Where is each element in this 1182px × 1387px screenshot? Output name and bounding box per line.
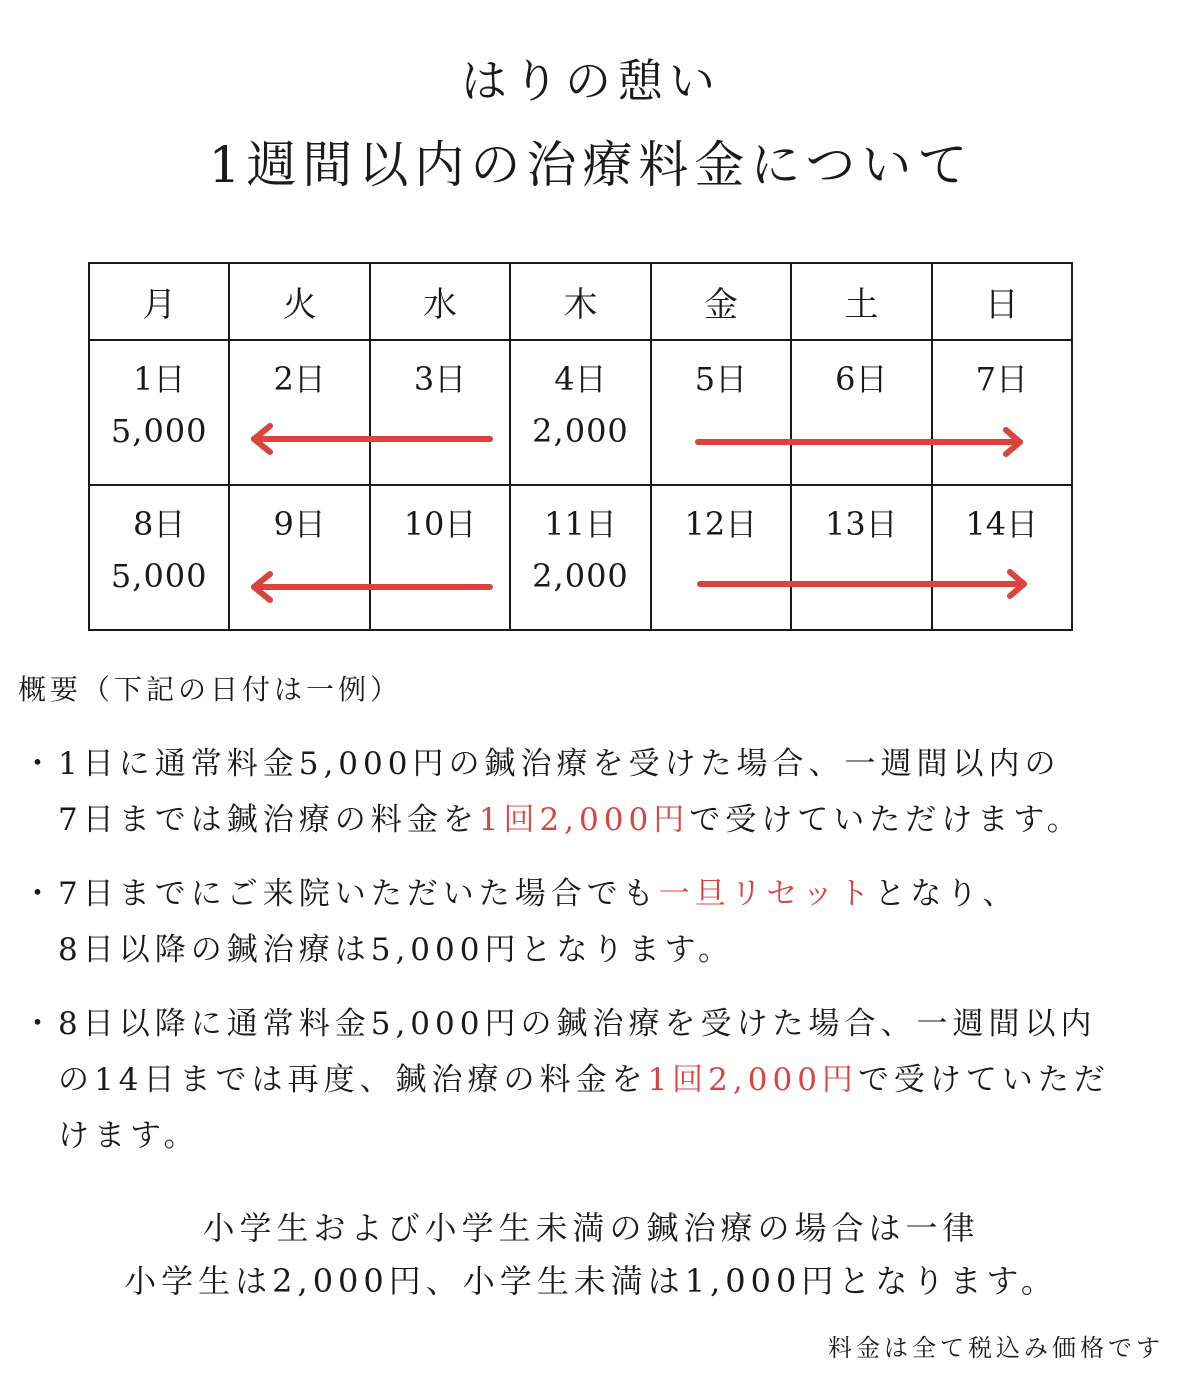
day-cell — [932, 340, 1072, 485]
page-title: 1週間以内の治療料金について — [208, 136, 974, 194]
day-cell — [229, 340, 369, 485]
weekday-sun: 日 — [932, 263, 1072, 340]
weekday-thu: 木 — [510, 263, 650, 340]
week1-row — [89, 340, 1072, 485]
rule-text: の14日までは再度、鍼治療の料金を — [58, 1062, 648, 1098]
weekday-header-row — [89, 263, 1072, 340]
day-label: 4日 — [554, 360, 607, 398]
day-label: 5日 — [694, 360, 748, 398]
rule-text: 7日までは鍼治療の料金を — [58, 802, 479, 838]
children-pricing-line1: 小学生および小学生未満の鍼治療の場合は一律 — [202, 1209, 980, 1247]
weekday-fri: 金 — [651, 263, 791, 340]
weekday-sat: 土 — [791, 263, 931, 340]
rule-item-3 — [22, 996, 1172, 1164]
day-cell — [370, 485, 510, 630]
day-cell — [89, 340, 229, 485]
day-label: 13日 — [824, 505, 898, 543]
rule-text: ・8日以降に通常料金5,000円の鍼治療を受けた場合、一週間以内 — [22, 1006, 1097, 1042]
rule-text: 8日以降の鍼治療は5,000円となります。 — [58, 932, 734, 968]
day-label: 3日 — [413, 360, 467, 398]
day-label: 11日 — [544, 505, 617, 543]
weekday-tue: 火 — [229, 263, 369, 340]
day-cell — [370, 340, 510, 485]
tax-note: 料金は全て税込み価格です — [828, 1334, 1164, 1362]
rule-text: で受けていただ — [857, 1062, 1110, 1098]
day-label: 14日 — [965, 505, 1039, 543]
highlight-price: 1回2,000円 — [647, 1062, 858, 1098]
day-cell — [932, 485, 1072, 630]
day-cell — [791, 485, 931, 630]
day-cell — [651, 485, 791, 630]
day-cell — [229, 485, 369, 630]
day-price: 2,000 — [532, 557, 629, 595]
weekday-wed: 水 — [370, 263, 510, 340]
day-cell — [510, 340, 650, 485]
rule-item-1 — [22, 736, 1172, 848]
rule-text: ・7日までにご来院いただいた場合でも — [22, 876, 659, 912]
day-label: 7日 — [975, 360, 1028, 398]
day-cell — [89, 485, 229, 630]
rule-text-line — [22, 866, 1172, 922]
day-cell — [791, 340, 931, 485]
day-cell — [651, 340, 791, 485]
day-label: 8日 — [133, 505, 186, 543]
rule-text-line — [22, 792, 1172, 848]
day-price: 5,000 — [110, 557, 208, 595]
schedule-table — [88, 262, 1073, 631]
rule-text: で受けていただけます。 — [689, 802, 1083, 838]
rule-item-2 — [22, 866, 1172, 978]
weekday-mon: 月 — [89, 263, 229, 340]
day-price: 2,000 — [532, 412, 629, 450]
clinic-name: はりの憩い — [461, 54, 721, 108]
highlight-price: 1回2,000円 — [478, 802, 690, 838]
day-label: 12日 — [684, 505, 758, 543]
week2-row — [89, 485, 1072, 630]
day-label: 2日 — [273, 360, 326, 398]
rule-text: けます。 — [58, 1118, 200, 1154]
rule-text-line — [22, 1052, 1172, 1108]
day-cell — [510, 485, 650, 630]
day-label: 6日 — [835, 360, 888, 398]
day-label: 9日 — [273, 505, 326, 543]
children-pricing-line2: 小学生は2,000円、小学生未満は1,000円となります。 — [124, 1262, 1058, 1300]
rule-text: ・1日に通常料金5,000円の鍼治療を受けた場合、一週間以内の — [22, 746, 1061, 782]
overview-heading: 概要（下記の日付は一例） — [18, 673, 403, 706]
day-label: 10日 — [403, 505, 477, 543]
day-label: 1日 — [133, 360, 186, 398]
highlight-reset: 一旦リセット — [658, 876, 875, 912]
rule-text: となり、 — [874, 876, 1019, 912]
day-price: 5,000 — [110, 412, 208, 450]
